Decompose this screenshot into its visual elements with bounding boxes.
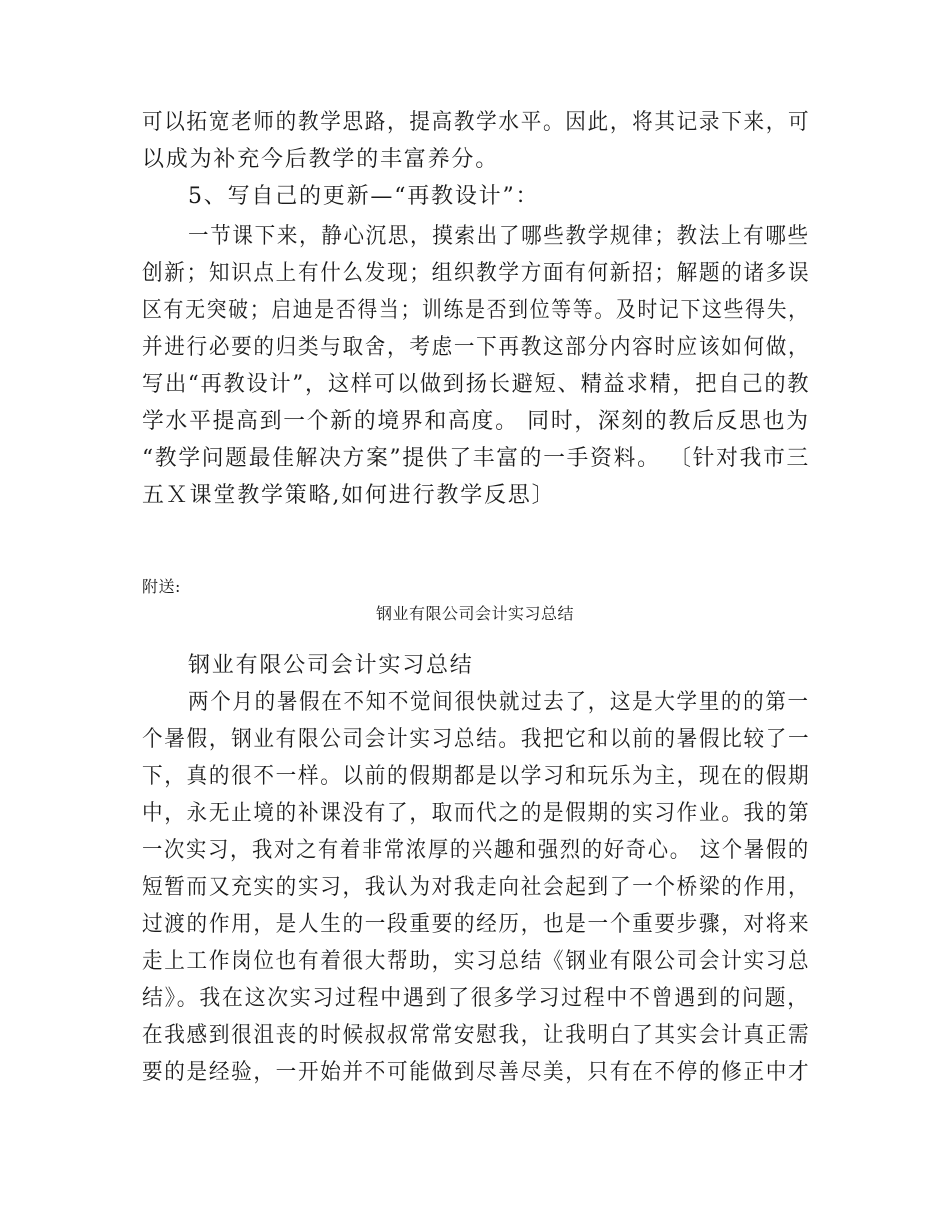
paragraph-line: 个暑假，钢业有限公司会计实习总结。我把它和以前的暑假比较了一 (142, 727, 811, 752)
paragraph-line: 创新；知识点上有什么发现；组织教学方面有何新招；解题的诸多误 (142, 261, 811, 286)
essay-heading: 钢业有限公司会计实习总结 (188, 653, 474, 678)
paragraph-line: 过渡的作用，是人生的一段重要的经历，也是一个重要步骤，对将来 (142, 912, 811, 937)
paragraph-line: 区有无突破；启迪是否得当；训练是否到位等等。及时记下这些得失， (142, 298, 810, 323)
paragraph-line: 并进行必要的归类与取舍，考虑一下再教这部分内容时应该如何做， (142, 335, 811, 360)
paragraph-line: 写出“再教设计”，这样可以做到扬长避短、精益求精，把自己的教 (142, 372, 811, 397)
paragraph-line: 一节课下来，静心沉思，摸索出了哪些教学规律；教法上有哪些 (188, 224, 810, 249)
section-heading: 5、写自己的更新—“再教设计”： (188, 184, 540, 209)
paragraph-line: 中，永无止境的补课没有了，取而代之的是假期的实习作业。我的第 (142, 801, 811, 826)
paragraph-line: 要的是经验，一开始并不可能做到尽善尽美，只有在不停的修正中才 (142, 1060, 811, 1085)
paragraph-line: 可以拓宽老师的教学思路，提高教学水平。因此，将其记录下来，可 (142, 110, 811, 135)
paragraph-line: 结》。我在这次实习过程中遇到了很多学习过程中不曾遇到的问题， (142, 986, 810, 1011)
paragraph-line: 学水平提高到一个新的境界和高度。 同时，深刻的教后反思也为 (142, 409, 810, 434)
paragraph-line: 下，真的很不一样。以前的假期都是以学习和玩乐为主，现在的假期 (142, 764, 811, 789)
paragraph-line: 两个月的暑假在不知不觉间很快就过去了，这是大学里的的第一 (188, 690, 810, 715)
paragraph-line: “教学问题最佳解决方案”提供了丰富的一手资料。 〔针对我市三 (142, 446, 811, 471)
paragraph-line: 以成为补充今后教学的丰富养分。 (142, 147, 500, 172)
appendix-label: 附送: (142, 577, 181, 596)
appendix-title: 钢业有限公司会计实习总结 (375, 604, 574, 623)
paragraph-line: 在我感到很沮丧的时候叔叔常常安慰我，让我明白了其实会计真正需 (142, 1023, 811, 1048)
paragraph-line: 五Ｘ课堂教学策略,如何进行教学反思〕 (142, 483, 556, 508)
paragraph-line: 走上工作岗位也有着很大帮助，实习总结《钢业有限公司会计实习总 (142, 949, 811, 974)
paragraph-line: 一次实习，我对之有着非常浓厚的兴趣和强烈的好奇心。 这个暑假的 (142, 838, 810, 863)
paragraph-line: 短暂而又充实的实习，我认为对我走向社会起到了一个桥梁的作用， (142, 875, 811, 900)
